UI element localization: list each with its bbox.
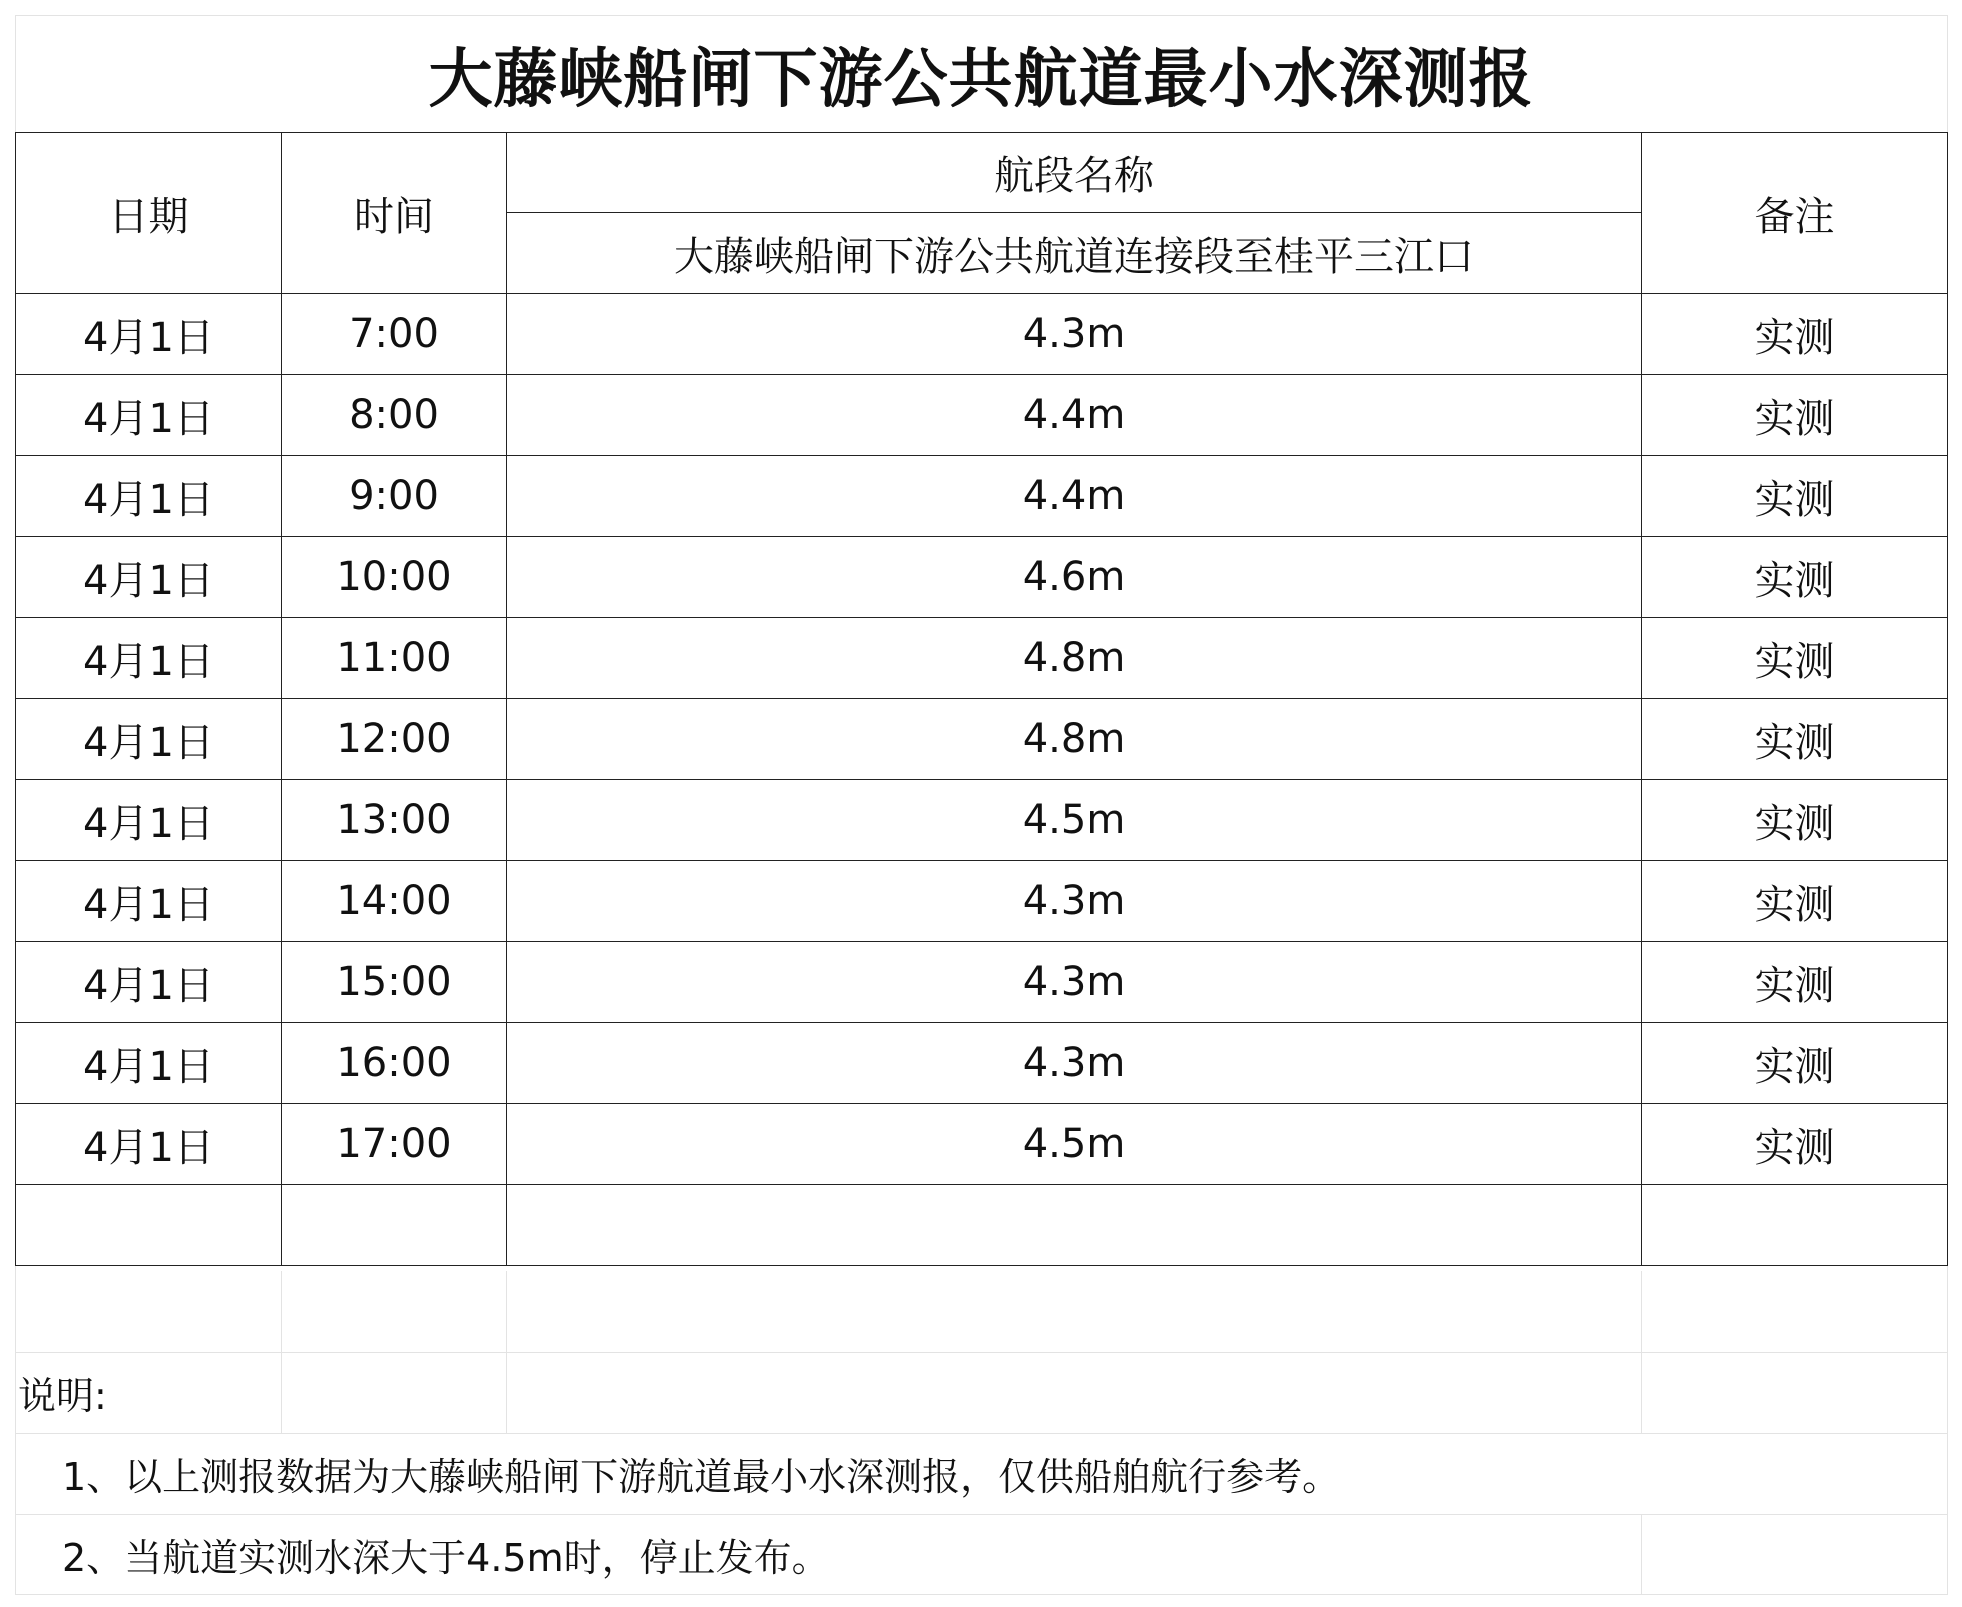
cell-remark (1642, 1185, 1948, 1266)
table-row (16, 1104, 1948, 1185)
note-item-2: 2、当航道实测水深大于4.5m时，停止发布。 (62, 1536, 830, 1580)
cell-depth: 4.8m (507, 618, 1642, 699)
cell-remark: 实测 (1642, 618, 1948, 699)
cell-date: 4月1日 (16, 1023, 282, 1104)
table-row (16, 780, 1948, 861)
cell-time: 8:00 (282, 375, 507, 456)
cell-remark: 实测 (1642, 375, 1948, 456)
cell-depth: 4.6m (507, 537, 1642, 618)
cell-date: 4月1日 (16, 618, 282, 699)
header-remark: 备注 (1642, 133, 1948, 294)
notes-heading: 说明: (18, 1374, 107, 1418)
table-row (16, 375, 1948, 456)
cell-time (282, 1185, 507, 1266)
cell-date: 4月1日 (16, 780, 282, 861)
header-time: 时间 (282, 133, 507, 294)
cell-remark: 实测 (1642, 1023, 1948, 1104)
gridline (1641, 1514, 1642, 1595)
cell-depth: 4.3m (507, 861, 1642, 942)
note-item-1: 1、以上测报数据为大藤峡船闸下游航道最小水深测报，仅供船舶航行参考。 (62, 1455, 1341, 1499)
cell-remark: 实测 (1642, 942, 1948, 1023)
table-row (16, 942, 1948, 1023)
cell-remark: 实测 (1642, 456, 1948, 537)
table-row (16, 618, 1948, 699)
table-row (16, 456, 1948, 537)
table-row (16, 1185, 1948, 1266)
report-title: 大藤峡船闸下游公共航道最小水深测报 (428, 42, 1534, 117)
cell-depth: 4.4m (507, 456, 1642, 537)
table-row (16, 1023, 1948, 1104)
cell-depth: 4.3m (507, 294, 1642, 375)
header-row (16, 133, 1948, 213)
cell-depth: 4.5m (507, 780, 1642, 861)
cell-remark: 实测 (1642, 861, 1948, 942)
cell-time: 17:00 (282, 1104, 507, 1185)
cell-depth: 4.3m (507, 942, 1642, 1023)
table-row (16, 861, 1948, 942)
cell-time: 14:00 (282, 861, 507, 942)
cell-time: 13:00 (282, 780, 507, 861)
cell-time: 10:00 (282, 537, 507, 618)
gridline (1641, 1271, 1642, 1433)
cell-depth: 4.5m (507, 1104, 1642, 1185)
cell-time: 11:00 (282, 618, 507, 699)
cell-date: 4月1日 (16, 942, 282, 1023)
cell-remark: 实测 (1642, 780, 1948, 861)
header-section-group: 航段名称 (507, 133, 1642, 213)
cell-date (16, 1185, 282, 1266)
cell-remark: 实测 (1642, 537, 1948, 618)
table-row (16, 294, 1948, 375)
cell-date: 4月1日 (16, 861, 282, 942)
table-row (16, 537, 1948, 618)
cell-time: 9:00 (282, 456, 507, 537)
cell-depth: 4.8m (507, 699, 1642, 780)
cell-date: 4月1日 (16, 699, 282, 780)
gridline (506, 1271, 507, 1433)
cell-time: 12:00 (282, 699, 507, 780)
cell-depth: 4.4m (507, 375, 1642, 456)
cell-date: 4月1日 (16, 375, 282, 456)
cell-date: 4月1日 (16, 537, 282, 618)
cell-depth: 4.3m (507, 1023, 1642, 1104)
depth-report-table (15, 132, 1948, 1266)
cell-remark: 实测 (1642, 1104, 1948, 1185)
table-row (16, 699, 1948, 780)
cell-date: 4月1日 (16, 456, 282, 537)
cell-remark: 实测 (1642, 294, 1948, 375)
cell-depth (507, 1185, 1642, 1266)
cell-remark: 实测 (1642, 699, 1948, 780)
cell-time: 7:00 (282, 294, 507, 375)
gridline (15, 1352, 1947, 1353)
cell-date: 4月1日 (16, 294, 282, 375)
cell-date: 4月1日 (16, 1104, 282, 1185)
header-date: 日期 (16, 133, 282, 294)
gridline (281, 1271, 282, 1433)
cell-time: 16:00 (282, 1023, 507, 1104)
header-section-name: 大藤峡船闸下游公共航道连接段至桂平三江口 (507, 213, 1642, 294)
cell-time: 15:00 (282, 942, 507, 1023)
